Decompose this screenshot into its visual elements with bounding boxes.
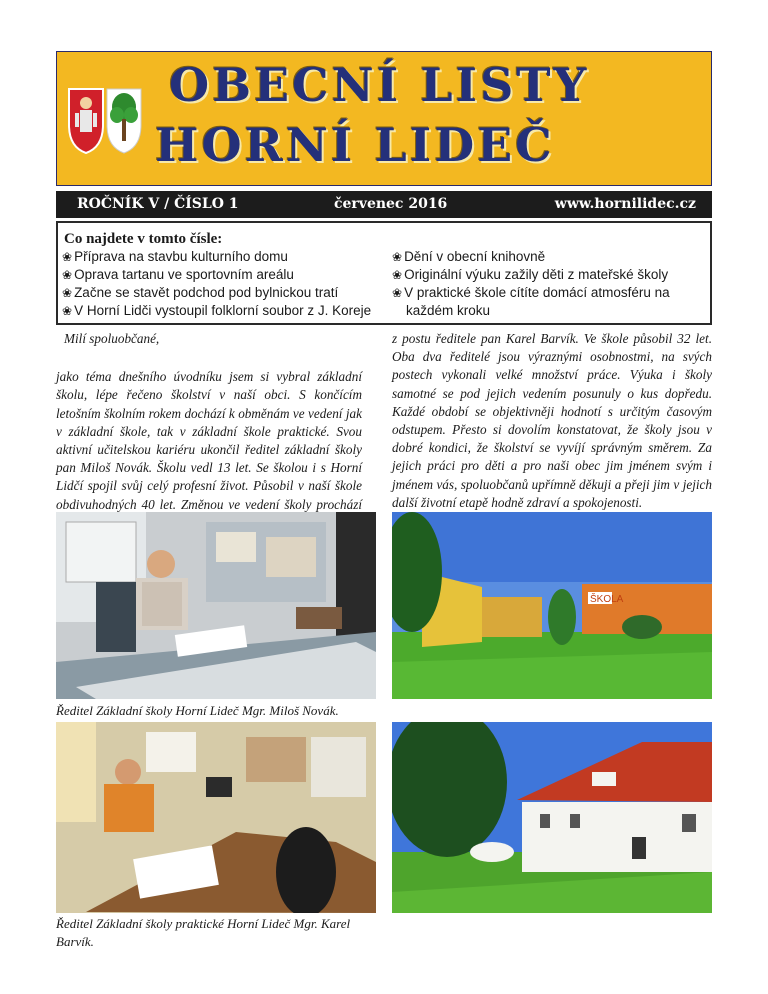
- list-item: ❀ Začne se stavět podchod pod bylnickou tratí: [62, 285, 339, 300]
- editorial-salutation: Milí spoluobčané,: [64, 331, 160, 346]
- photo-director-barvik: [56, 722, 376, 913]
- list-item: ❀ Příprava na stavbu kulturního domu: [62, 249, 288, 264]
- website-link[interactable]: www.hornilidec.cz: [554, 196, 696, 212]
- photo-director-novak: [56, 512, 376, 699]
- photo-caption: Ředitel Základní školy Horní Lideč Mgr. Miloš Novák.: [56, 703, 339, 718]
- issue-date: červenec 2016: [334, 196, 448, 212]
- photo-caption: Ředitel Základní školy praktické Horní Lideč Mgr. Karel Barvík.: [56, 916, 351, 949]
- list-item: ❀ Oprava tartanu ve sportovním areálu: [62, 267, 294, 282]
- flower-bullet-icon: ❀: [62, 268, 73, 282]
- flower-bullet-icon: ❀: [392, 268, 403, 282]
- list-item: ❀ V praktické škole cítíte domácí atmosféru na: [392, 285, 670, 300]
- flower-bullet-icon: ❀: [62, 286, 73, 300]
- editorial-right-column: [392, 330, 712, 530]
- list-item: ❀ Dění v obecní knihovně: [392, 249, 546, 264]
- flower-bullet-icon: ❀: [62, 304, 73, 318]
- flower-bullet-icon: ❀: [62, 250, 73, 264]
- photo-practical-school: [392, 722, 712, 913]
- issue-volume: ROČNÍK V / ČÍSLO 1: [77, 196, 239, 212]
- editorial-paragraph-continued: z postu ředitele pan Karel Barvík. Ve škole působil 32 let. Oba dva ředitelé jsou výraznými osobnostmi, na svých postech vykonali velké množství práce. Výuka i školy samotné se pod jejich vedením posunuly o kus dopředu. Každé období se objektivněji hodnotí s určitým časovým odstupem. Přesto si dovolím konstatovat, že školy jsou v dobré kondici, že školství se vyvíjí správným směrem. Za jejich práci pro děti a pro naši obec jim jménem svým i jménem vás, spoluobčanů upřímně děkuji a přeji jim v jejich další životní etapě hodně zdraví a spokojenosti.: [392, 331, 712, 510]
- list-item: ❀ Originální výuku zažily děti z mateřské školy: [392, 267, 669, 282]
- flower-bullet-icon: ❀: [392, 250, 403, 264]
- flower-bullet-icon: ❀: [392, 286, 403, 300]
- masthead-title-line2: HORNÍ LIDEČ: [155, 118, 555, 172]
- editorial-left-column: [56, 330, 362, 532]
- photo-school-building: [392, 512, 712, 699]
- school-sign: ŠKOLA: [590, 594, 624, 605]
- contents-left-column: [62, 248, 371, 320]
- masthead: [56, 51, 712, 186]
- issue-info-bar: [56, 191, 712, 218]
- contents-right-column: [392, 248, 670, 320]
- coat-of-arms-icon: [65, 85, 145, 155]
- list-item-continuation: každém kroku: [406, 303, 491, 318]
- editorial-paragraph: jako téma dnešního úvodníku jsem si vybral základní školu, lépe řečeno školství v naší obci. S končícím letošním školním rokem dochází k obměnám ve vedení jak v základní škole, tak v základní škole praktické. Svou aktivní učitelskou kariéru ukončil ředitel základní školy pan Miloš Novák. Školu vedl 13 let. Se školou i s Horní Lidčí spojil svůj celý profesní život. Působil v naší škole obdivuhodných 40 let. Změnou ve vedení školy prochází: [56, 369, 362, 512]
- table-of-contents: [56, 221, 712, 325]
- masthead-title-line1: OBECNÍ LISTY: [169, 58, 590, 112]
- list-item: ❀ V Horní Lidči vystoupil folklorní soubor z J. Koreje: [62, 303, 372, 318]
- contents-heading: Co najdete v tomto čísle:: [64, 231, 223, 247]
